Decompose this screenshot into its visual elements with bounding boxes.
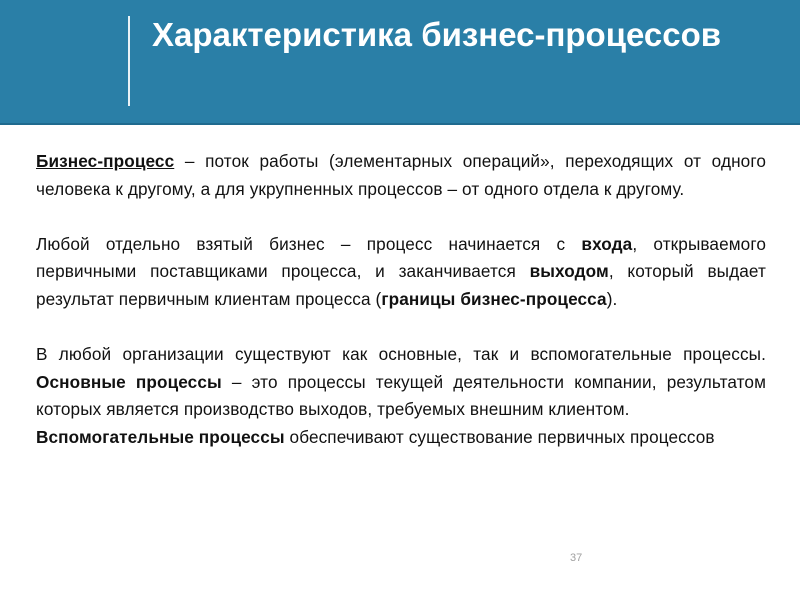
term-input: входа bbox=[581, 233, 633, 254]
paragraph-definition bbox=[36, 148, 766, 203]
text-fragment: – это процессы текущей деятельности компании, результатом которых является производство выходов, требуемых внешним клиентом. bbox=[36, 371, 766, 420]
paragraph-input-output bbox=[36, 231, 766, 314]
text-fragment: обеспечивают существование первичных процессов bbox=[284, 426, 715, 447]
header-divider bbox=[128, 16, 130, 106]
term-output: выходом bbox=[529, 261, 609, 282]
text-fragment: , который выдает результат первичным клиентам процесса ( bbox=[36, 261, 766, 309]
term-main-processes: Основные процессы bbox=[36, 371, 222, 392]
paragraph-support-processes bbox=[36, 424, 766, 452]
slide-body bbox=[36, 148, 766, 452]
text-fragment: ). bbox=[606, 288, 618, 309]
paragraph-main-processes bbox=[36, 341, 766, 424]
text-fragment: Любой отдельно взятый бизнес – процесс начинается с bbox=[36, 233, 582, 254]
term-business-process: Бизнес-процесс bbox=[36, 151, 175, 171]
header-banner bbox=[0, 0, 800, 125]
page-title: Характеристика бизнес-процессов bbox=[152, 16, 722, 53]
definition-text: – поток работы (элементарных операций», переходящих от одного человека к другому, а для укрупненных процессов – от одного отдела к другому. bbox=[36, 151, 766, 199]
text-fragment: , открываемого первичными поставщиками процесса, и заканчивается bbox=[36, 233, 766, 282]
term-boundaries: границы бизнес-процесса bbox=[381, 288, 607, 309]
term-support-processes: Вспомогательные процессы bbox=[36, 426, 285, 447]
paragraph-gap bbox=[36, 314, 766, 342]
page-number: 37 bbox=[570, 552, 583, 564]
paragraph-gap bbox=[36, 203, 766, 231]
text-fragment: В любой организации существуют как основные, так и вспомогательные процессы. bbox=[36, 344, 766, 365]
